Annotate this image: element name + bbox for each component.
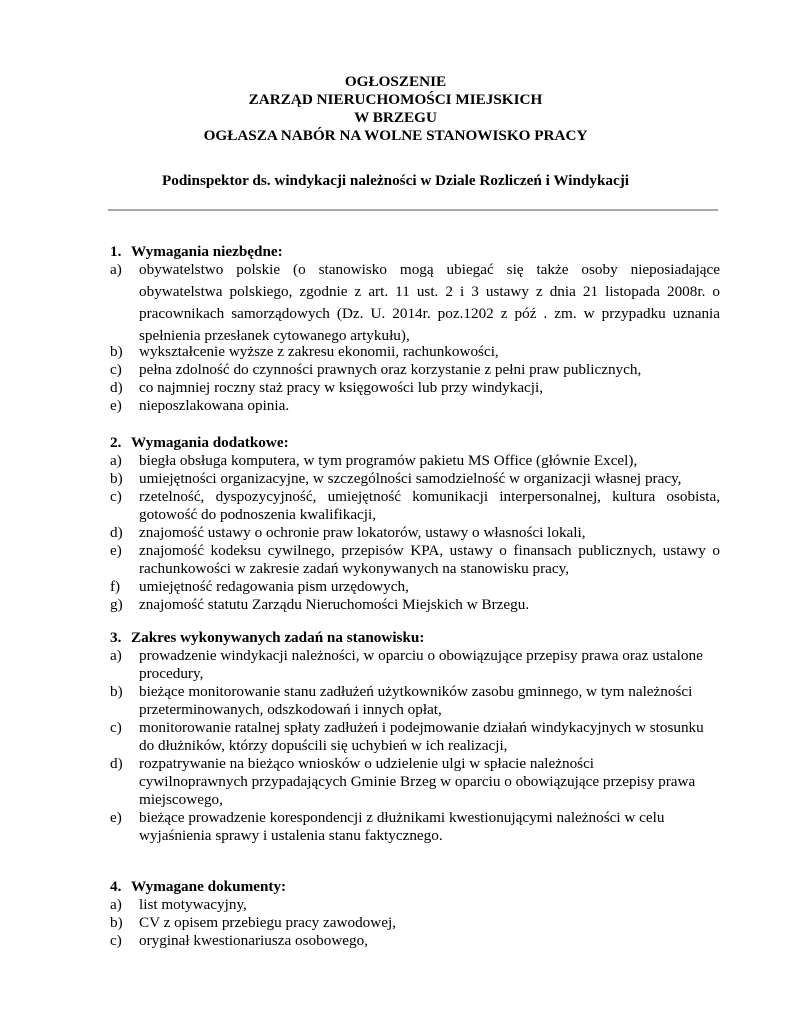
item-line: miejscowego,	[139, 791, 223, 808]
item-label: c)	[110, 932, 122, 949]
item-label: e)	[110, 542, 122, 559]
heading-recruitment: OGŁASZA NABÓR NA WOLNE STANOWISKO PRACY	[203, 127, 588, 144]
item-text	[139, 809, 720, 845]
item-text	[139, 470, 720, 488]
item-line: rzetelność, dyspozycyjność, umiejętność komunikacji interpersonalnej, kultura osobista,	[139, 488, 720, 505]
item-text	[139, 683, 720, 719]
item-line: spełnienia przesłanek cytowanego artykułu),	[139, 327, 410, 344]
item-label: g)	[110, 596, 123, 613]
item-line: pełna zdolność do czynności prawnych oraz korzystanie z pełni praw publicznych,	[139, 361, 642, 378]
section-heading	[110, 629, 424, 647]
item-line: obywatelstwo polskie (o stanowisko mogą ubiegać się także osoby nieposiadające	[139, 261, 720, 278]
item-text	[139, 452, 720, 470]
item-line: znajomość statutu Zarządu Nieruchomości Miejskich w Brzegu.	[139, 596, 530, 613]
item-line: do dłużników, którzy dopuścili się uchybień w ich realizacji,	[139, 737, 508, 754]
item-line: wyjaśnienia sprawy i ustalenia stanu faktycznego.	[139, 827, 443, 844]
item-line: obywatelstwa polskiego, zgodnie z art. 11 ust. 2 i 3 ustawy z dnia 21 listopada 2008r. o	[139, 283, 720, 300]
item-label: a)	[110, 896, 122, 913]
item-line: wykształcenie wyższe z zakresu ekonomii, rachunkowości,	[139, 343, 499, 360]
item-label: e)	[110, 397, 122, 414]
section-title: Wymagania niezbędne:	[131, 243, 283, 260]
item-line: pracownikach samorządowych (Dz. U. 2014r. poz.1202 z póź . zm. w przypadku uznania	[139, 305, 720, 322]
item-line: znajomość kodeksu cywilnego, przepisów KPA, ustawy o finansach publicznych, ustawy o	[139, 542, 720, 559]
item-text	[139, 596, 720, 614]
item-line: co najmniej roczny staż pracy w księgowości lub przy windykacji,	[139, 379, 544, 396]
item-line: przeterminowanych, odszkodowań i innych opłat,	[139, 701, 442, 718]
item-text	[139, 755, 720, 809]
item-line: CV z opisem przebiegu pracy zawodowej,	[139, 914, 396, 931]
item-text	[139, 896, 720, 914]
item-text	[139, 542, 720, 578]
item-label: f)	[110, 578, 121, 595]
item-line: oryginał kwestionariusza osobowego,	[139, 932, 369, 949]
item-label: d)	[110, 524, 123, 541]
item-text	[139, 719, 720, 755]
item-line: znajomość ustawy o ochronie praw lokatorów, ustawy o własności lokali,	[139, 524, 586, 541]
item-label: a)	[110, 647, 122, 664]
item-label: c)	[110, 719, 122, 736]
item-line: bieżące monitorowanie stanu zadłużeń użytkowników zasobu gminnego, w tym należności	[139, 683, 693, 700]
item-text	[139, 932, 720, 950]
item-line: monitorowanie ratalnej spłaty zadłużeń i podejmowanie działań windykacyjnych w stosunku	[139, 719, 704, 736]
item-label: e)	[110, 809, 122, 826]
item-label: b)	[110, 683, 123, 700]
item-line: biegła obsługa komputera, w tym programów pakietu MS Office (głównie Excel),	[139, 452, 638, 469]
section-title: Wymagania dodatkowe:	[131, 434, 289, 451]
item-line: umiejętność redagowania pism urzędowych,	[139, 578, 409, 595]
section-title: Zakres wykonywanych zadań na stanowisku:	[131, 629, 425, 646]
item-text	[139, 361, 720, 379]
heading-organization: ZARZĄD NIERUCHOMOŚCI MIEJSKICH	[248, 91, 543, 108]
item-label: a)	[110, 261, 122, 278]
item-label: c)	[110, 361, 122, 378]
section-number: 2.	[110, 434, 122, 451]
section-heading	[110, 243, 283, 261]
item-label: d)	[110, 379, 123, 396]
item-text	[139, 379, 720, 397]
item-line: bieżące prowadzenie korespondencji z dłużnikami kwestionującymi należności w celu	[139, 809, 665, 826]
item-line: rachunkowości w zakresie zadań wykonywanych na stanowisku pracy,	[139, 560, 570, 577]
section-title: Wymagane dokumenty:	[131, 878, 287, 895]
item-label: b)	[110, 470, 123, 487]
section-heading	[110, 434, 289, 452]
item-text	[139, 397, 720, 415]
item-line: cywilnoprawnych przypadających Gminie Brzeg w oparciu o obowiązujące przepisy prawa	[139, 773, 696, 790]
item-line: list motywacyjny,	[139, 896, 247, 913]
item-text	[139, 343, 720, 361]
item-text	[139, 578, 720, 596]
section-number: 1.	[110, 243, 122, 260]
item-line: gotowość do podnoszenia kwalifikacji,	[139, 506, 377, 523]
item-label: b)	[110, 914, 123, 931]
heading-announcement: OGŁOSZENIE	[344, 73, 447, 90]
item-line: umiejętności organizacyjne, w szczególności samodzielność w organizacji własnej pracy,	[139, 470, 682, 487]
item-label: b)	[110, 343, 123, 360]
heading-city: W BRZEGU	[354, 109, 437, 126]
section-number: 4.	[110, 878, 122, 895]
item-line: rozpatrywanie na bieżąco wniosków o udzielenie ulgi w spłacie należności	[139, 755, 595, 772]
item-text	[139, 488, 720, 524]
item-text	[139, 261, 720, 345]
position-title: Podinspektor ds. windykacji należności w Dziale Rozliczeń i Windykacji	[161, 172, 630, 189]
horizontal-divider	[108, 209, 718, 211]
item-label: c)	[110, 488, 122, 505]
item-text	[139, 647, 720, 683]
item-label: d)	[110, 755, 123, 772]
item-line: procedury,	[139, 665, 204, 682]
item-line: nieposzlakowana opinia.	[139, 397, 290, 414]
item-text	[139, 524, 720, 542]
item-line: prowadzenie windykacji należności, w oparciu o obowiązujące przepisy prawa oraz ustalone	[139, 647, 703, 664]
item-label: a)	[110, 452, 122, 469]
section-heading	[110, 878, 286, 896]
section-number: 3.	[110, 629, 122, 646]
item-text	[139, 914, 720, 932]
